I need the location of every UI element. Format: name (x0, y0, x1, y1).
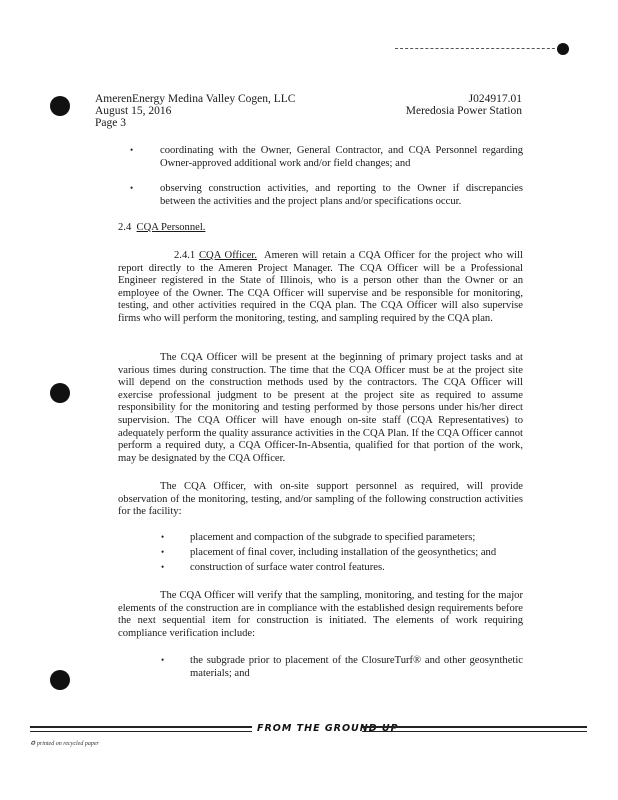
company-name: AmerenEnergy Medina Valley Cogen, LLC (95, 93, 296, 105)
recycled-paper-text: printed on recycled paper (36, 741, 99, 747)
letter-header-left (95, 93, 295, 129)
bullet-icon: • (161, 562, 165, 572)
bullet-icon: • (130, 183, 134, 193)
bullet-icon: • (161, 547, 165, 557)
subsection-number: 2.4.1 (174, 250, 196, 261)
footer-rule-left-thin (30, 731, 252, 732)
list-item: the subgrade prior to placement of the ClosureTurf® and other geosynthetic materials; and (190, 655, 523, 679)
section-title: CQA Personnel. (136, 222, 206, 233)
binder-hole-top (50, 96, 70, 116)
letter-date: August 15, 2016 (95, 105, 172, 117)
list-item: observing construction activities, and reporting to the Owner if discrepancies between the activities and the project plans and/or specifications occur. (160, 183, 523, 207)
recycle-icon: ♻ (30, 741, 36, 747)
recycled-paper-logo (30, 740, 99, 747)
footer-rule-right-thin (362, 731, 587, 732)
list-item: placement of final cover, including installation of the geosynthetics; and (190, 547, 497, 558)
section-number: 2.4 (118, 222, 132, 233)
list-item: construction of surface water control features. (190, 562, 385, 573)
list-item: placement and compaction of the subgrade to specified parameters; (190, 532, 476, 543)
list-item: coordinating with the Owner, General Contractor, and CQA Personnel regarding Owner-approved additional work and/or field changes; and (160, 145, 523, 169)
page-number: Page 3 (95, 117, 126, 129)
bullet-icon: • (161, 655, 165, 665)
subsection-paragraph (118, 250, 523, 326)
site-name: Meredosia Power Station (405, 105, 522, 117)
subsection-text: Ameren will retain a CQA Officer for the project who will report directly to the Ameren Project Manager. The CQA Officer will be a Professional Engineer registered in the State of Illinois, who is a person other than the Owner or an employee of the Owner. The CQA Officer will supervise and be responsible for monitoring, testing, and other activities required in the CQA plan. The CQA Officer will also supervise firms who will perform the monitoring, testing, and sampling required by the CQA plan. (118, 250, 523, 324)
binder-hole-middle (50, 383, 70, 403)
subsection-title: CQA Officer. (198, 250, 258, 261)
footer-rule-left (30, 726, 252, 728)
paragraph-presence: The CQA Officer will be present at the beginning of primary project tasks and at various times during construction. The time that the CQA Officer must be at the project site will depend on the construction methods used by the contractors. The CQA Officer will exercise professional judgment to be present at the project site as required to assume responsibility for the monitoring and testing performed by those persons under his/her direct supervision. The CQA Officer will have enough on-site staff (CQA Representatives) to adequately perform the quality assurance activities in the CQA Plan. If the CQA Officer cannot perform a required duty, a CQA Officer-In-Absentia, qualified for that portion of the work, may be designated by the CQA Officer. (118, 352, 523, 464)
section-heading (118, 222, 205, 233)
letter-header-right (406, 93, 522, 117)
footer-tagline: FROM THE GROUND UP (257, 723, 399, 734)
paragraph-observation: The CQA Officer, with on-site support personnel as required, will provide observation of the monitoring, testing, and/or sampling of the following construction activities for the facility: (118, 481, 523, 518)
bullet-icon: • (161, 532, 165, 542)
job-number: J024917.01 (468, 93, 522, 105)
paragraph-verify: The CQA Officer will verify that the sampling, monitoring, and testing for the major elements of the construction are in compliance with the established design requirements before the next sequential item for construction is initiated. The elements of work requiring compliance verification include: (118, 590, 523, 639)
footer-rule-right (362, 726, 587, 728)
corner-logo-icon (557, 43, 569, 55)
bullet-icon: • (130, 145, 134, 155)
header-rule (395, 48, 560, 49)
binder-hole-bottom (50, 670, 70, 690)
